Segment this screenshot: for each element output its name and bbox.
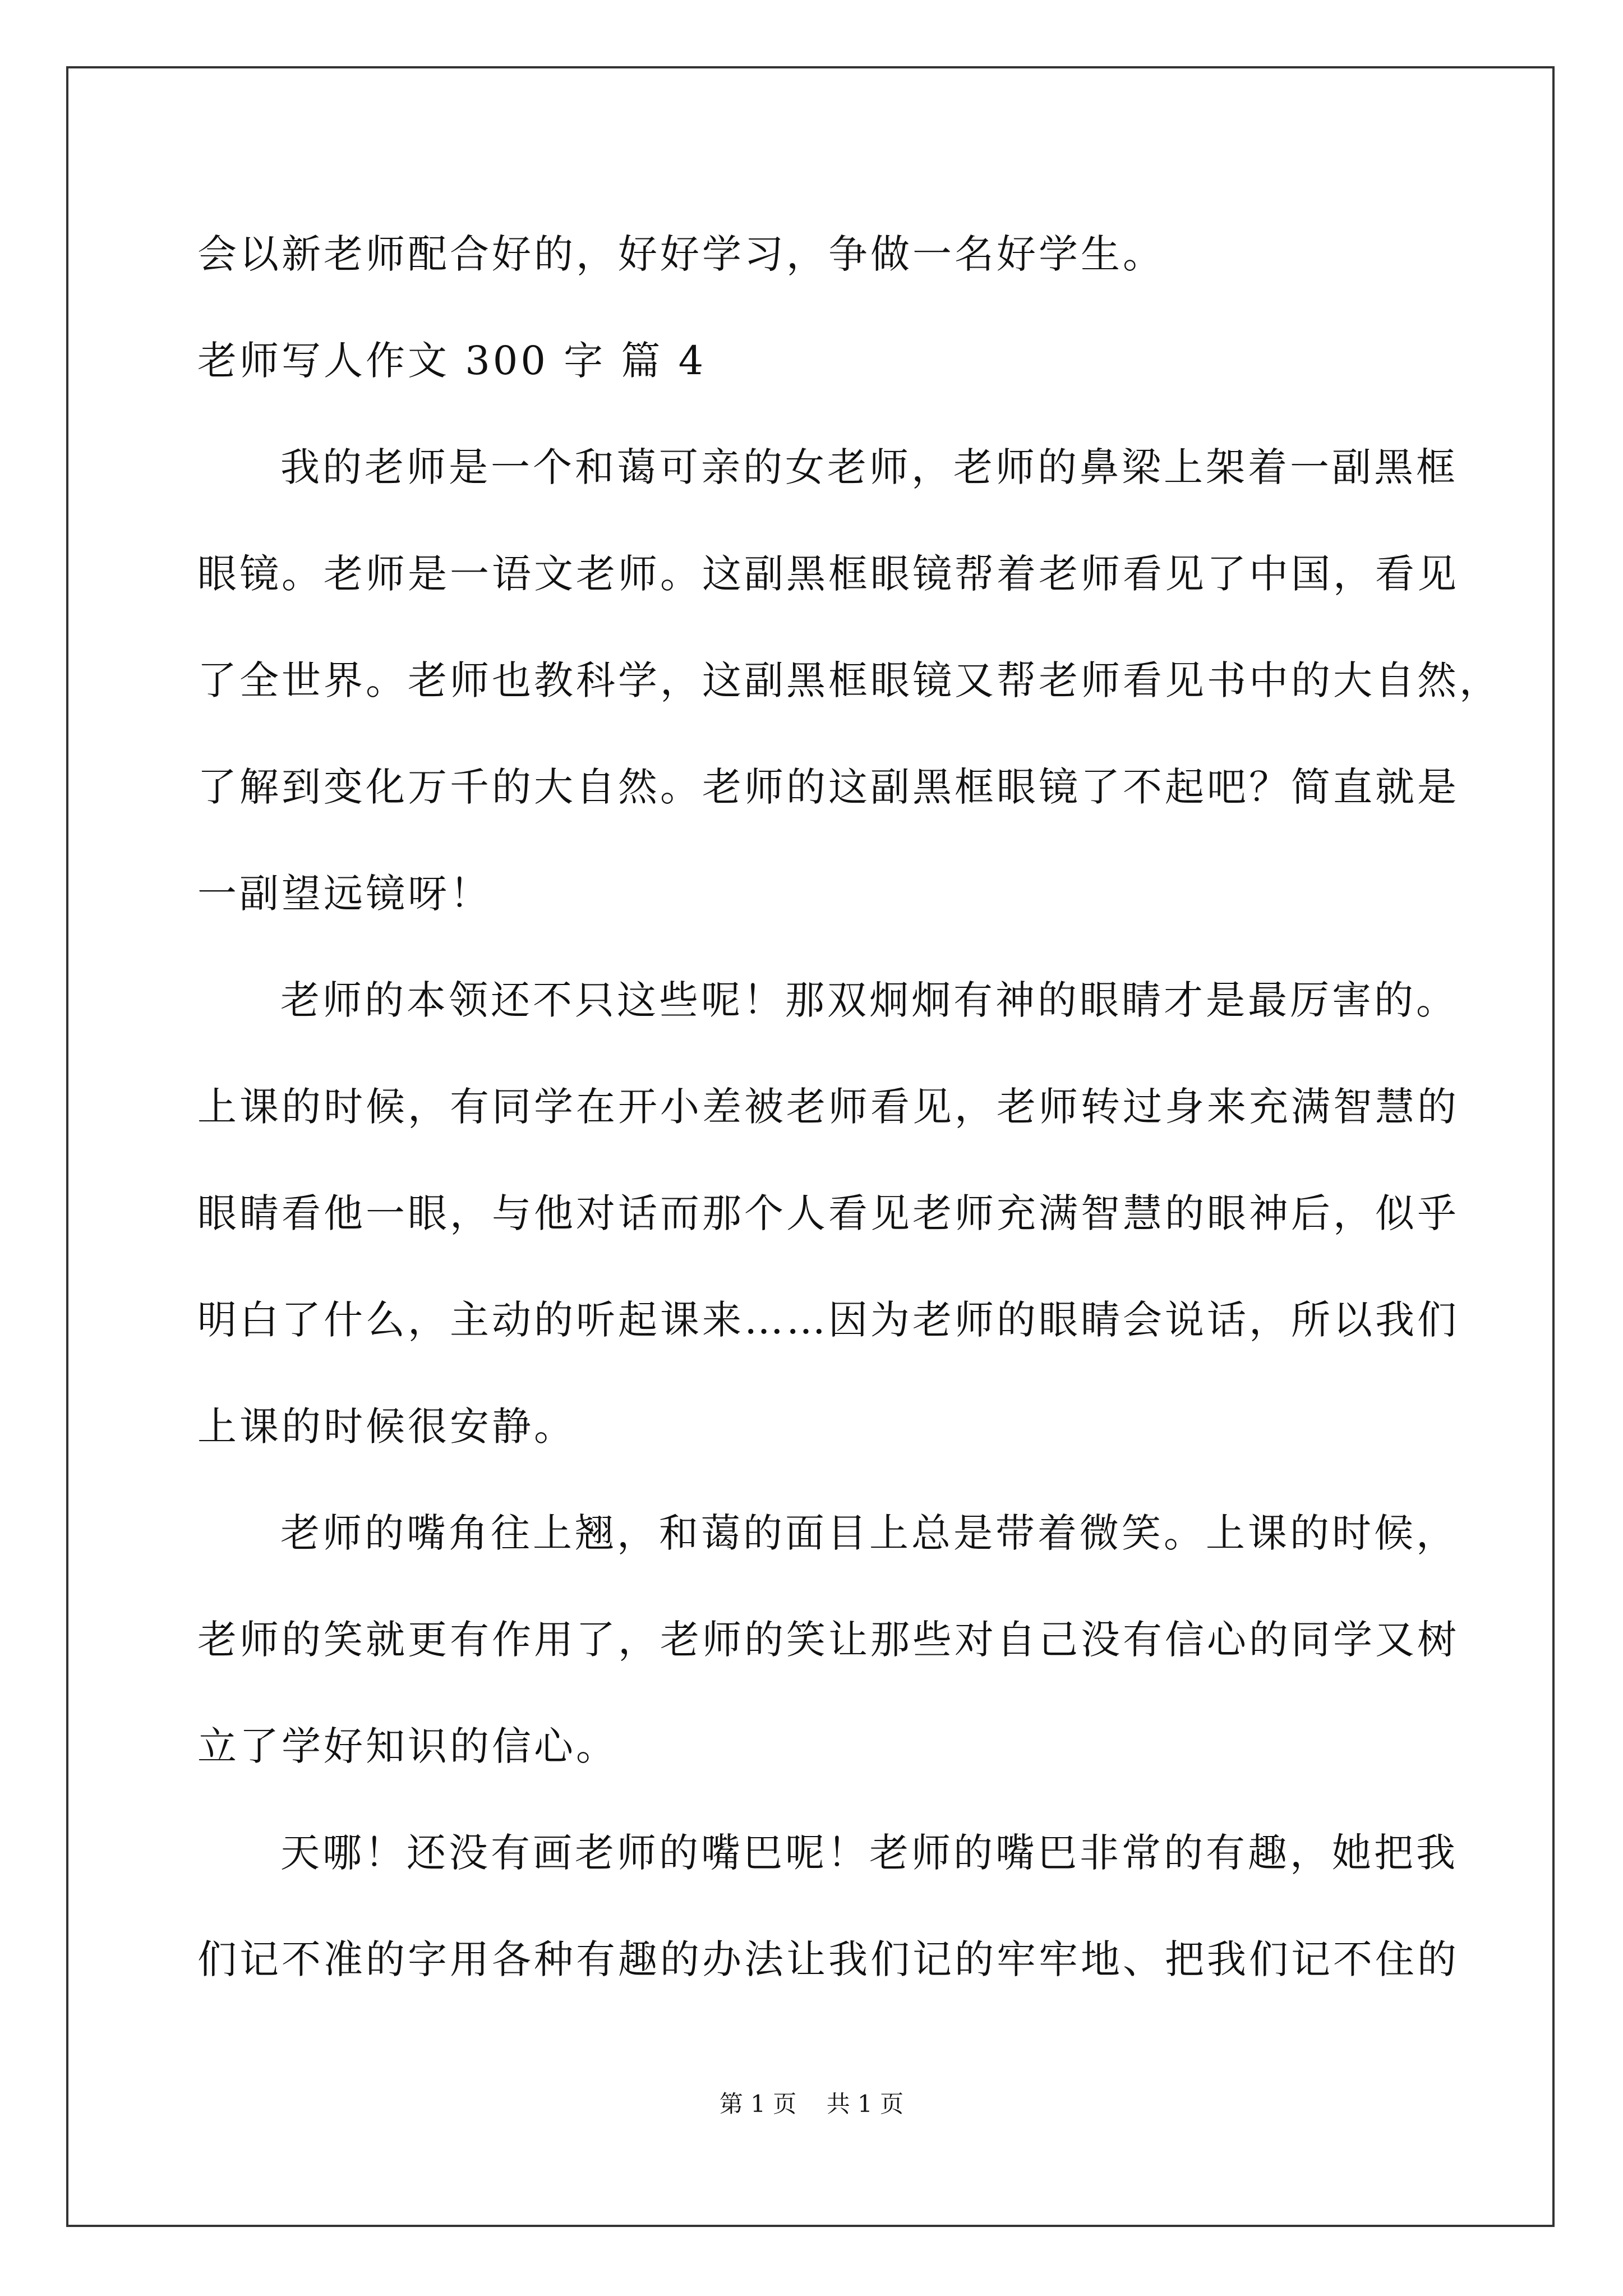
paragraph-4-line-1: 天哪！还没有画老师的嘴巴呢！老师的嘴巴非常的有趣，她把我 bbox=[280, 1830, 1458, 1876]
paragraph-4-line-2: 们记不准的字用各种有趣的办法让我们记的牢牢地、把我们记不住的 bbox=[197, 1936, 1459, 1982]
section-heading: 老师写人作文 300 字 篇 4 bbox=[197, 338, 707, 384]
paragraph-2-line-1: 老师的本领还不只这些呢！那双炯炯有神的眼睛才是最厉害的。 bbox=[280, 977, 1458, 1023]
paragraph-2-line-3: 眼睛看他一眼，与他对话而那个人看见老师充满智慧的眼神后，似乎 bbox=[197, 1190, 1459, 1236]
paragraph-1-line-4: 了解到变化万千的大自然。老师的这副黑框眼镜了不起吧？简直就是 bbox=[197, 764, 1459, 810]
page-footer: 第 1 页 共 1 页 bbox=[719, 2090, 904, 2118]
paragraph-2-line-5: 上课的时候很安静。 bbox=[197, 1404, 576, 1450]
paragraph-1-line-5: 一副望远镜呀！ bbox=[197, 871, 492, 917]
paragraph-3-line-3: 立了学好知识的信心。 bbox=[197, 1723, 618, 1769]
paragraph-2-line-2: 上课的时候，有同学在开小差被老师看见，老师转过身来充满智慧的 bbox=[197, 1084, 1459, 1130]
paragraph-3-line-2: 老师的笑就更有作用了，老师的笑让那些对自己没有信心的同学又树 bbox=[197, 1617, 1459, 1663]
page-border bbox=[66, 66, 1555, 2227]
paragraph-1-line-3: 了全世界。老师也教科学，这副黑框眼镜又帮老师看见书中的大自然， bbox=[197, 657, 1501, 703]
paragraph-3-line-1: 老师的嘴角往上翘，和蔼的面目上总是带着微笑。上课的时候， bbox=[280, 1510, 1458, 1556]
intro-line: 会以新老师配合好的，好好学习，争做一名好学生。 bbox=[197, 231, 1165, 277]
paragraph-2-line-4: 明白了什么，主动的听起课来……因为老师的眼睛会说话，所以我们 bbox=[197, 1297, 1459, 1343]
paragraph-1-line-2: 眼镜。老师是一语文老师。这副黑框眼镜帮着老师看见了中国，看见 bbox=[197, 551, 1459, 597]
paragraph-1-line-1: 我的老师是一个和蔼可亲的女老师，老师的鼻梁上架着一副黑框 bbox=[280, 444, 1458, 490]
